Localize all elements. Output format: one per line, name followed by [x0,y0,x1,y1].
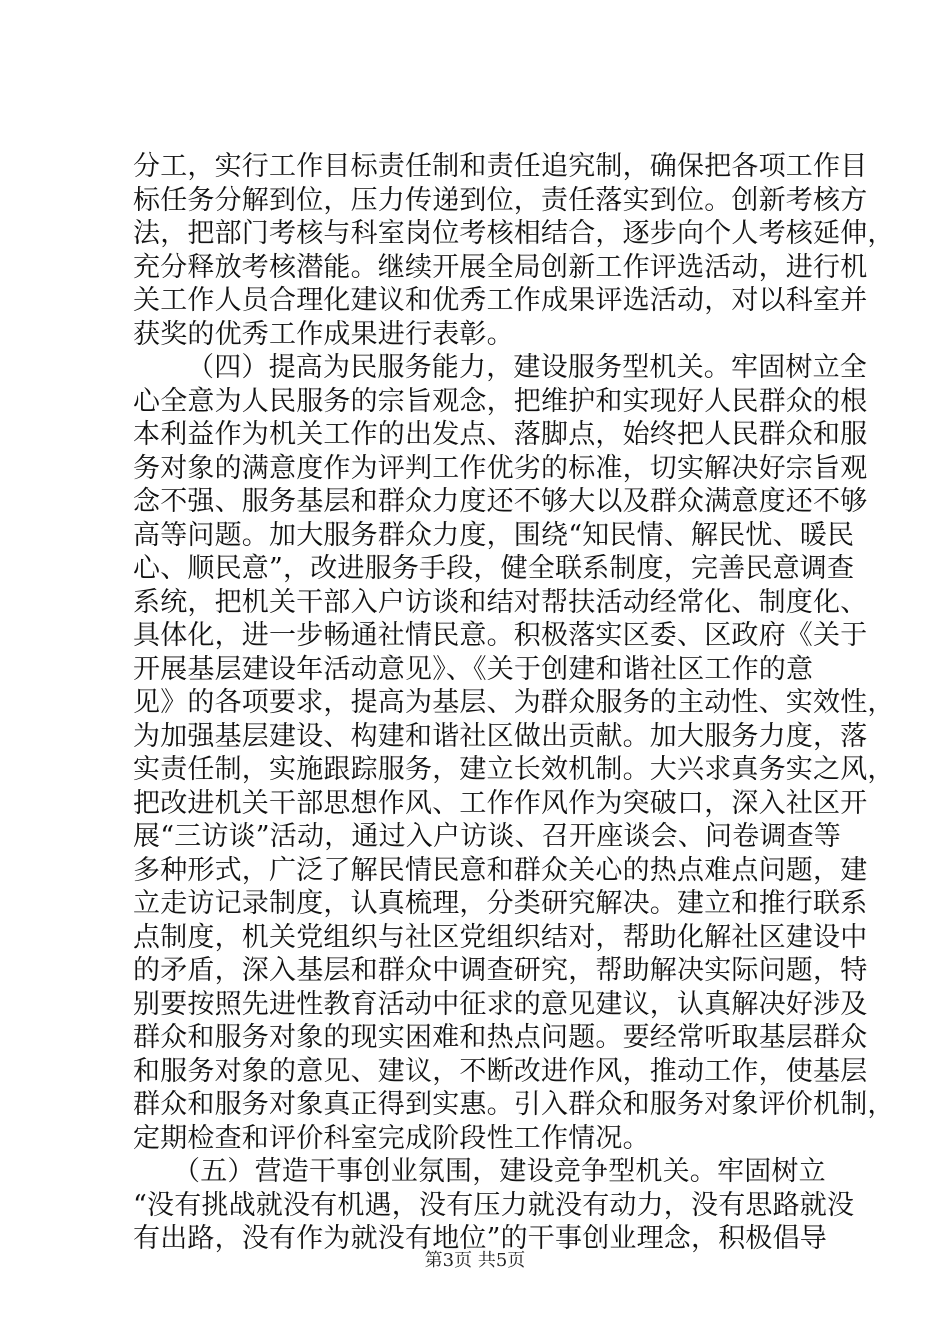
text-line: 获奖的优秀工作成果进行表彰。 [133,318,514,350]
text-line: 具体化，进一步畅通社情民意。积极落实区委、区政府《关于 [133,620,868,651]
text-line: 把改进机关干部思想作风、工作作风作为突破口，深入社区开 [133,787,868,819]
text-line: 关工作人员合理化建议和优秀工作成果评选活动，对以科室并 [133,285,868,316]
text-line: 群众和服务对象真正得到实惠。引入群众和服务对象评价机制， [133,1089,895,1120]
text-line: 有出路，没有作为就没有地位”的干事创业理念，积极倡导 [133,1223,828,1254]
text-line: 多种形式，广泛了解民情民意和群众关心的热点难点问题，建 [133,854,868,886]
text-line: 心、顺民意”，改进服务手段，健全联系制度，完善民意调查 [133,553,855,584]
text-line: 别要按照先进性教育活动中征求的意见建议，认真解决好涉及 [133,988,868,1020]
text-line: 充分释放考核潜能。继续开展全局创新工作评选活动，进行机 [133,251,868,283]
text-line: “没有挑战就没有机遇，没有压力就没有动力，没有思路就没 [133,1189,855,1221]
text-line: 定期检查和评价科室完成阶段性工作情况。 [133,1122,650,1154]
text-line: 实责任制，实施跟踪服务，建立长效机制。大兴求真务实之风， [133,754,895,785]
text-line: 法，把部门考核与科室岗位考核相结合，逐步向个人考核延伸， [133,218,895,249]
document-body [133,150,895,1256]
paragraph-start-line: （四）提高为民服务能力，建设服务型机关。牢固树立全 [187,352,867,383]
text-line: 开展基层建设年活动意见》、《关于创建和谐社区工作的意 [133,653,814,685]
text-line: 务对象的满意度作为评判工作优劣的标准，切实解决好宗旨观 [133,452,868,484]
text-line: 为加强基层建设、构建和谐社区做出贡献。加大服务力度，落 [133,720,868,752]
text-line: 群众和服务对象的现实困难和热点问题。要经常听取基层群众 [133,1022,868,1053]
text-line: 念不强、服务基层和群众力度还不够大以及群众满意度还不够 [133,486,868,517]
page-number-footer: 第3页 共5页 [424,1250,526,1271]
text-line: 的矛盾，深入基层和群众中调查研究，帮助解决实际问题，特 [133,955,868,986]
text-line: 展“三访谈”活动，通过入户访谈、召开座谈会、问卷调查等 [133,821,842,852]
text-line: 分工，实行工作目标责任制和责任追究制，确保把各项工作目 [133,151,868,182]
text-line: 见》的各项要求，提高为基层、为群众服务的主动性、实效性， [133,687,895,718]
text-line: 标任务分解到位，压力传递到位，责任落实到位。创新考核方 [133,184,868,216]
text-line: 和服务对象的意见、建议，不断改进作风，推动工作，使基层 [133,1055,868,1087]
text-line: 心全意为人民服务的宗旨观念，把维护和实现好人民群众的根 [133,385,868,417]
text-line: 立走访记录制度，认真梳理，分类研究解决。建立和推行联系 [133,888,868,919]
text-line: 点制度，机关党组织与社区党组织结对，帮助化解社区建设中 [133,921,868,953]
text-line: 本利益作为机关工作的出发点、落脚点，始终把人民群众和服 [133,419,868,450]
paragraph-start-line: （五）营造干事创业氛围，建设竞争型机关。牢固树立 [173,1156,826,1187]
text-line: 系统，把机关干部入户访谈和结对帮扶活动经常化、制度化、 [133,586,868,618]
text-line: 高等问题。加大服务群众力度，围绕“知民情、解民忧、暖民 [133,519,855,551]
